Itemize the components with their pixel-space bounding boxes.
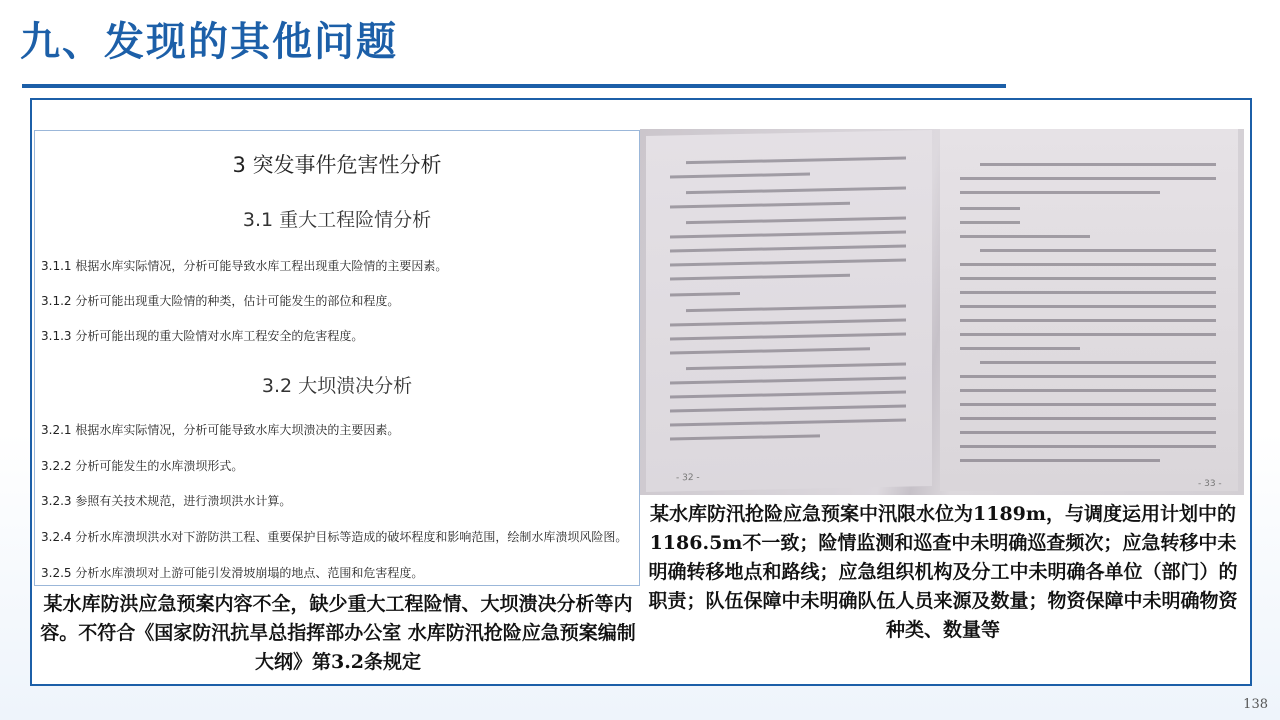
doc-item: 3.2.5 分析水库溃坝对上游可能引发滑坡崩塌的地点、范围和危害程度。 xyxy=(41,566,424,580)
slide-page-number: 138 xyxy=(1243,697,1268,712)
document-photo xyxy=(640,129,1244,495)
slide-title: 九、发现的其他问题 xyxy=(20,18,398,65)
doc-item: 3.1.3 分析可能出现的重大险情对水库工程安全的危害程度。 xyxy=(41,329,364,343)
doc-item: 3.2.3 参照有关技术规范，进行溃坝洪水计算。 xyxy=(41,494,292,508)
caption-right: 某水库防汛抢险应急预案中汛限水位为1189m，与调度运用计划中的1186.5m不一致；险情监测和巡查中未明确巡查频次；应急转移中未明确转移地点和路线；应急组织机构及分工中未明确各单位（部门）的职责；队伍保障中未明确队伍人员来源及数量；物资保障中未明确物资种类、数量等 xyxy=(648,503,1238,641)
caption-left: 某水库防洪应急预案内容不全，缺少重大工程险情、大坝溃决分析等内容。不符合《国家防汛抗旱总指挥部办公室 水库防汛抢险应急预案编制大纲》第3.2条规定 xyxy=(40,593,636,673)
photo-left-page xyxy=(646,130,932,492)
document-excerpt xyxy=(34,130,640,586)
doc-heading: 3 突发事件危害性分析 xyxy=(232,153,442,177)
doc-item: 3.2.2 分析可能发生的水库溃坝形式。 xyxy=(41,459,244,473)
photo-right-page xyxy=(940,129,1238,491)
photo-right-page-number: - 33 - xyxy=(1198,479,1222,489)
doc-item: 3.1.2 分析可能出现重大险情的种类，估计可能发生的部位和程度。 xyxy=(41,294,400,308)
photo-left-page-number: - 32 - xyxy=(676,472,700,484)
doc-item: 3.1.1 根据水库实际情况，分析可能导致水库工程出现重大险情的主要因素。 xyxy=(41,259,448,273)
title-underline xyxy=(22,84,1006,88)
section-1-heading: 3.1 重大工程险情分析 xyxy=(242,209,432,231)
section-2-heading: 3.2 大坝溃决分析 xyxy=(261,375,413,397)
doc-item: 3.2.1 根据水库实际情况，分析可能导致水库大坝溃决的主要因素。 xyxy=(41,423,400,437)
doc-item: 3.2.4 分析水库溃坝洪水对下游防洪工程、重要保护目标等造成的破坏程度和影响范围，绘制水库溃坝风险图。 xyxy=(41,530,628,544)
